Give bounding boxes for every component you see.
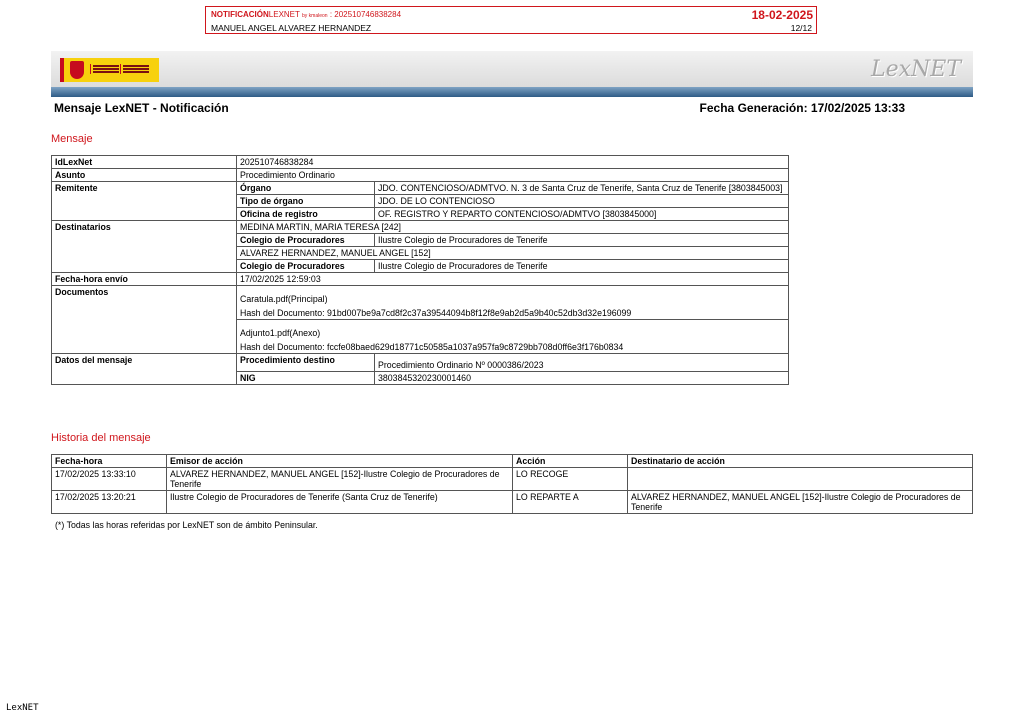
table-cell: 17/02/2025 13:20:21 xyxy=(52,491,167,514)
table-cell: 17/02/2025 13:33:10 xyxy=(52,468,167,491)
asunto-value: Procedimiento Ordinario xyxy=(237,169,789,182)
procedimiento-value: Procedimiento Ordinario Nº 0000386/2023 xyxy=(375,354,789,372)
gobierno-logo-icon xyxy=(60,58,159,82)
banner xyxy=(51,51,973,87)
oficina-label: Oficina de registro xyxy=(237,208,375,221)
history-table xyxy=(51,454,973,514)
notification-id: 202510746838284 xyxy=(334,10,402,19)
document-2 xyxy=(237,320,789,354)
datos-label: Datos del mensaje xyxy=(52,354,237,385)
table-row xyxy=(52,491,973,514)
message-table xyxy=(51,155,789,385)
table-header-row xyxy=(52,455,973,468)
table-row xyxy=(52,221,789,234)
column-header: Acción xyxy=(513,455,628,468)
document-1 xyxy=(237,286,789,320)
table-cell: ALVAREZ HERNANDEZ, MANUEL ANGEL [152]-Ilustre Colegio de Procuradores de Tenerife xyxy=(628,491,973,514)
remitente-label: Remitente xyxy=(52,182,237,221)
colegio-value: Ilustre Colegio de Procuradores de Tenerife xyxy=(375,260,789,273)
tipo-value: JDO. DE LO CONTENCIOSO xyxy=(375,195,789,208)
table-cell: Ilustre Colegio de Procuradores de Tenerife (Santa Cruz de Tenerife) xyxy=(167,491,513,514)
document-1-name: Caratula.pdf(Principal) xyxy=(240,294,328,304)
tipo-label: Tipo de órgano xyxy=(237,195,375,208)
column-header: Emisor de acción xyxy=(167,455,513,468)
procedimiento-label: Procedimiento destino xyxy=(237,354,375,372)
section-historia: Historia del mensaje xyxy=(51,432,151,444)
destinatario-1: MEDINA MARTIN, MARIA TERESA [242] xyxy=(237,221,789,234)
id-label: IdLexNet xyxy=(52,156,237,169)
lexnet-label: LEXNET xyxy=(268,10,300,19)
document-2-name: Adjunto1.pdf(Anexo) xyxy=(240,328,321,338)
colegio-label: Colegio de Procuradores xyxy=(237,260,375,273)
generation-date: Fecha Generación: 17/02/2025 13:33 xyxy=(699,101,905,115)
colegio-label: Colegio de Procuradores xyxy=(237,234,375,247)
page-title: Mensaje LexNET - Notificación xyxy=(54,101,229,115)
document-2-hash: Hash del Documento: fccfe08baed629d18771c50585a1037a957fa9c8729bb708d0ff6e3f176b0834 xyxy=(240,342,624,352)
notification-header-box xyxy=(205,6,817,34)
organo-label: Órgano xyxy=(237,182,375,195)
envio-label: Fecha-hora envío xyxy=(52,273,237,286)
table-cell: LO RECOGE xyxy=(513,468,628,491)
id-value: 202510746838284 xyxy=(237,156,789,169)
recipient-name: MANUEL ANGEL ALVAREZ HERNANDEZ xyxy=(211,23,372,33)
table-row xyxy=(52,156,789,169)
table-row xyxy=(52,182,789,195)
notification-label: NOTIFICACIÓN xyxy=(211,10,269,19)
destinatario-2: ALVAREZ HERNANDEZ, MANUEL ANGEL [152] xyxy=(237,247,789,260)
asunto-label: Asunto xyxy=(52,169,237,182)
table-row xyxy=(52,354,789,372)
envio-value: 17/02/2025 12:59:03 xyxy=(237,273,789,286)
oficina-value: OF. REGISTRO Y REPARTO CONTENCIOSO/ADMTVO [3803845000] xyxy=(375,208,789,221)
timezone-note: (*) Todas las horas referidas por LexNET son de ámbito Peninsular. xyxy=(55,520,318,530)
table-row xyxy=(52,468,973,491)
nig-value: 3803845320230001460 xyxy=(375,372,789,385)
footer-label: LexNET xyxy=(6,703,39,713)
page-number: 12/12 xyxy=(790,23,812,33)
banner-line xyxy=(51,87,973,97)
notification-date: 18-02-2025 xyxy=(751,8,813,22)
separator: : xyxy=(329,10,333,19)
table-cell: ALVAREZ HERNANDEZ, MANUEL ANGEL [152]-Ilustre Colegio de Procuradores de Tenerife xyxy=(167,468,513,491)
document-1-hash: Hash del Documento: 91bd007be9a7cd8f2c37a39544094b8f12f8e9ab2d5a9b40c52db3d32e196099 xyxy=(240,308,632,318)
notification-line xyxy=(211,10,401,19)
column-header: Destinatario de acción xyxy=(628,455,973,468)
colegio-value: Ilustre Colegio de Procuradores de Tenerife xyxy=(375,234,789,247)
documentos-label: Documentos xyxy=(52,286,237,354)
organo-value: JDO. CONTENCIOSO/ADMTVO. N. 3 de Santa Cruz de Tenerife, Santa Cruz de Tenerife [3803845003] xyxy=(375,182,789,195)
table-row xyxy=(52,273,789,286)
table-cell: LO REPARTE A xyxy=(513,491,628,514)
table-row xyxy=(52,169,789,182)
column-header: Fecha-hora xyxy=(52,455,167,468)
lexnet-logo: LexNET xyxy=(870,57,961,82)
table-cell xyxy=(628,468,973,491)
by-label: by kmaleon xyxy=(302,13,328,19)
table-row xyxy=(52,286,789,320)
section-mensaje: Mensaje xyxy=(51,133,93,145)
destinatarios-label: Destinatarios xyxy=(52,221,237,273)
nig-label: NIG xyxy=(237,372,375,385)
